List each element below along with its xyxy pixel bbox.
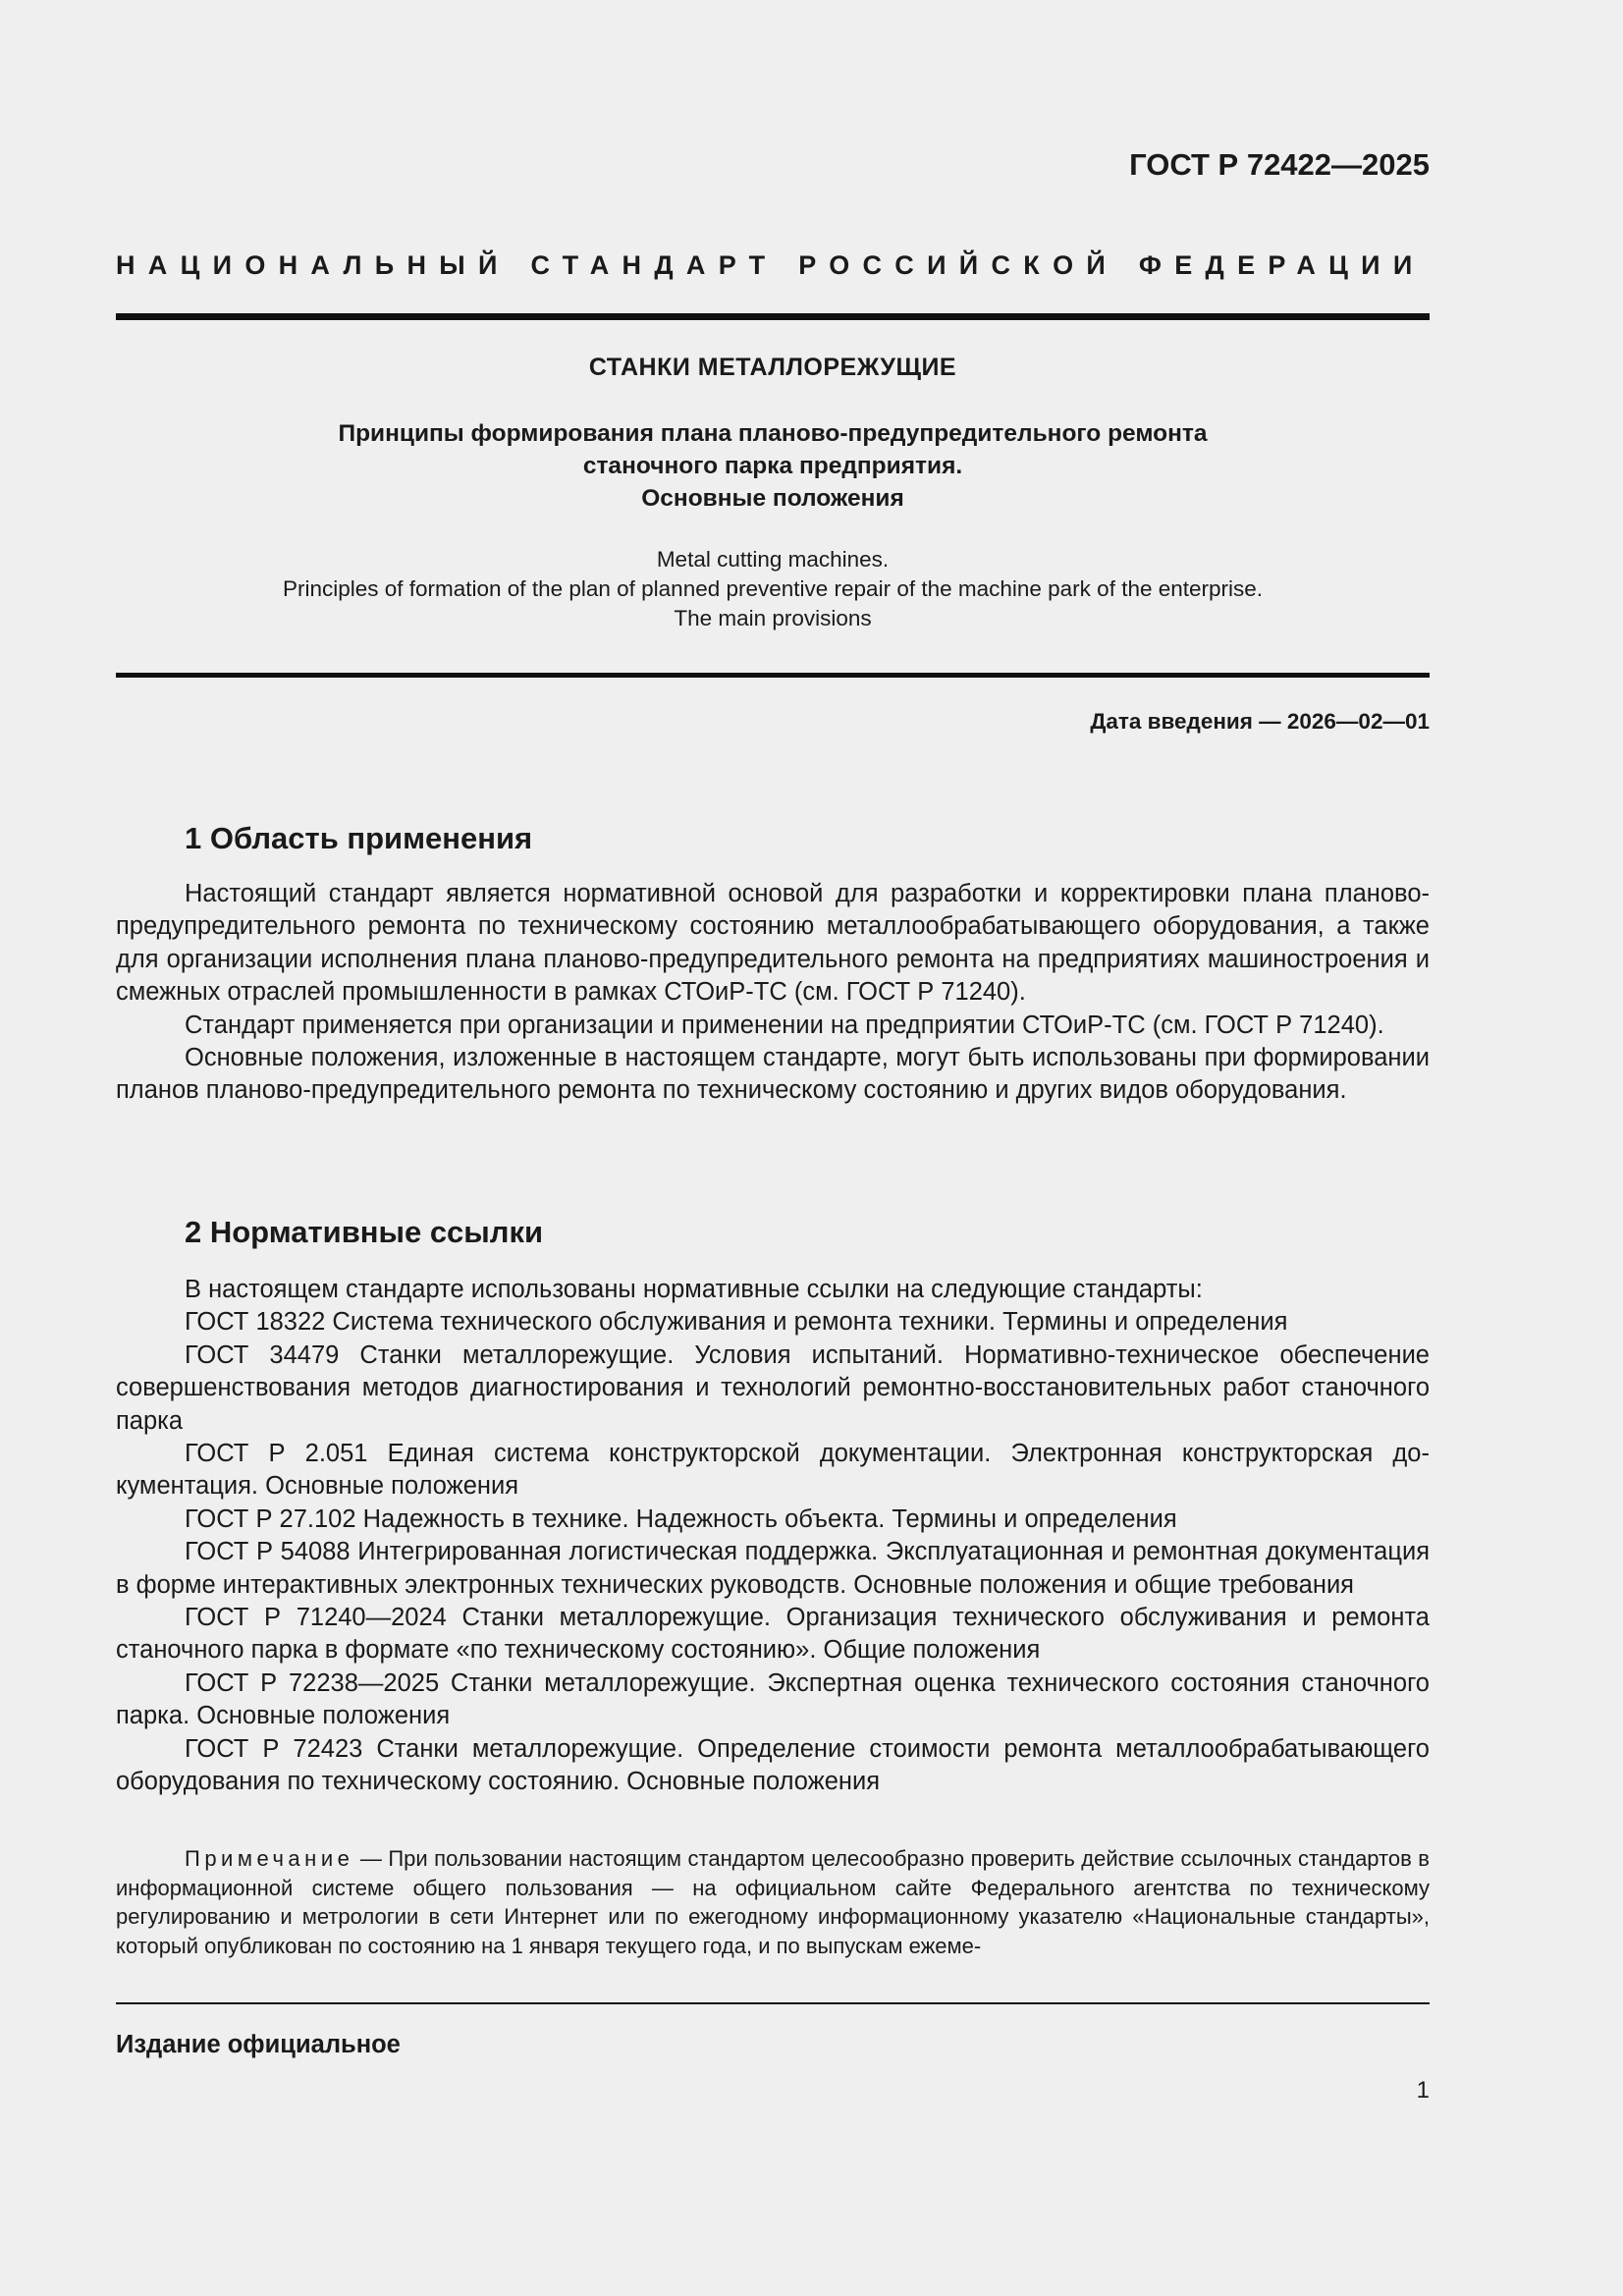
reference-item: ГОСТ Р 27.102 Надежность в технике. Надежность объекта. Термины и определения — [185, 1504, 1177, 1533]
english-title-line: Metal cutting machines. — [656, 547, 890, 572]
header-rule — [116, 313, 1430, 320]
reference-item: ГОСТ 34479 Станки металлорежущие. Условия испытаний. Нормативно-техническое обеспечение совершенствования методов диагностирования и технологий ремонтно-восстановительных работ станочного парка — [116, 1340, 1430, 1435]
reference-item: ГОСТ Р 72423 Станки металлорежущие. Определение стоимости ремонта металлообрабатывающего оборудования по техническому состоянию. Основные положения — [116, 1734, 1430, 1796]
document-page — [116, 0, 1430, 2296]
subtitle-line: Основные положения — [641, 485, 904, 512]
note-text: — При пользовании настоящим стандартом целесообразно проверить действие ссылочных стандартов в информационной системе общего пользования — на официальном сайте Федерального агентства по техническому регулированию и метрологии в сети Интернет или по ежегодному информационному указателю «Национальные стандарты», который опубликован по состоянию на 1 января текущего года, и по выпускам ежеме- — [116, 1846, 1430, 1958]
section-body — [116, 878, 1430, 1108]
page-number: 1 — [1416, 2077, 1430, 2104]
reference-item: ГОСТ Р 72238—2025 Станки металлорежущие. Экспертная оценка технического состояния станочного парка. Основные положения — [116, 1668, 1430, 1730]
english-title-line: Principles of formation of the plan of planned preventive repair of the machine park of the enterprise. — [282, 576, 1264, 601]
note — [116, 1844, 1430, 1960]
national-standard-heading: НАЦИОНАЛЬНЫЙ СТАНДАРТ РОССИЙСКОЙ ФЕДЕРАЦИИ — [116, 250, 1426, 280]
paragraph: Настоящий стандарт является нормативной основой для разработки и корректировки плана планово-предупредительного ремонта по техническому состоянию металлообрабатывающего оборудования, а также для организации исполнения плана планово-предупредительного ремонта на предприятиях машиностроения и смежных отраслей промышленности в рамках СТОиР-ТС (см. ГОСТ Р 71240). — [116, 880, 1430, 1007]
reference-item: ГОСТ 18322 Система технического обслуживания и ремонта техники. Термины и определения — [185, 1308, 1288, 1337]
reference-item: ГОСТ Р 54088 Интегрированная логистическая поддержка. Эксплуатационная и ремонтная документация в форме интерактивных электронных технических руководств. Основные положения и общие требования — [116, 1538, 1430, 1599]
standard-title: СТАНКИ МЕТАЛЛОРЕЖУЩИЕ — [588, 354, 957, 381]
title-rule — [116, 673, 1430, 678]
document-number: ГОСТ Р 72422—2025 — [1129, 147, 1430, 182]
section-heading: 2 Нормативные ссылки — [185, 1215, 544, 1249]
english-title-line: The main provisions — [674, 606, 872, 630]
reference-item: ГОСТ Р 71240—2024 Станки металлорежущие. Организация технического обслуживания и ремонта станочного парка в формате «по техническому состоянию». Общие положения — [116, 1604, 1430, 1665]
paragraph: Стандарт применяется при организации и применении на предприятии СТОиР-ТС (см. ГОСТ Р 71240). — [185, 1011, 1384, 1039]
english-title — [116, 545, 1430, 633]
note-paragraph — [116, 1844, 1430, 1960]
reference-item: ГОСТ Р 2.051 Единая система конструкторской документации. Электронная конструкторская документация. Основные положения — [116, 1440, 1430, 1501]
references-list — [116, 1274, 1430, 1799]
footer-rule — [116, 2002, 1430, 2004]
paragraph: В настоящем стандарте использованы нормативные ссылки на следующие стандарты: — [185, 1276, 1203, 1303]
section-heading: 1 Область применения — [185, 821, 533, 855]
subtitle-line: станочного парка предприятия. — [582, 453, 963, 479]
standard-subtitle — [116, 417, 1430, 515]
subtitle-line: Принципы формирования плана планово-предупредительного ремонта — [338, 420, 1208, 447]
note-label: Примечание — [185, 1846, 354, 1871]
introduction-date: Дата введения — 2026—02—01 — [1090, 709, 1430, 734]
paragraph: Основные положения, изложенные в настоящем стандарте, могут быть использованы при формировании планов планово-предупредительного ремонта по техническому состоянию и других видов оборудования. — [116, 1044, 1430, 1105]
official-edition-label: Издание официальное — [116, 2031, 401, 2058]
